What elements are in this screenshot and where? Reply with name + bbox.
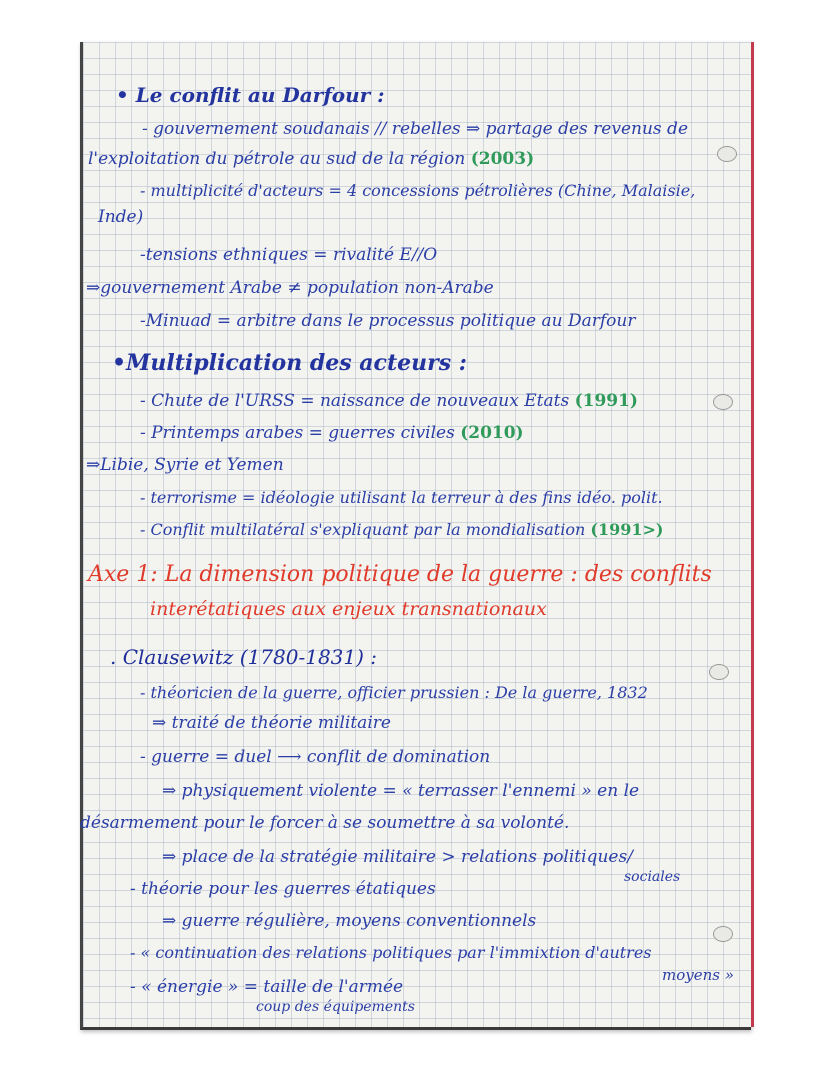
darfour-line-4: Inde) (98, 207, 144, 227)
darfour-line-6: ⇒gouvernement Arabe ≠ population non-Arabe (86, 278, 494, 298)
darfour-year-2003: (2003) (470, 149, 535, 169)
clausewitz-line-5: désarmement pour le forcer à se soumettre à sa volonté. (80, 813, 570, 833)
multiplication-line-1-wrap (140, 390, 638, 412)
clausewitz-line-3: - guerre = duel ⟶ conflit de domination (140, 747, 491, 767)
clausewitz-line-1: - théoricien de la guerre, officier prussien : De la guerre, 1832 (140, 683, 648, 702)
darfour-line-2: l'exploitation du pétrole au sud de la région (88, 149, 466, 169)
clausewitz-line-10: - « énergie » = taille de l'armée (130, 977, 404, 997)
multiplication-line-5-wrap (140, 519, 663, 541)
clausewitz-line-9b: moyens » (662, 966, 734, 984)
multiplication-title: •Multiplication des acteurs : (112, 350, 467, 376)
year-1991: (1991) (574, 391, 638, 411)
clausewitz-line-7: - théorie pour les guerres étatiques (130, 879, 436, 899)
multiplication-line-5: - Conflit multilatéral s'expliquant par la mondialisation (140, 520, 586, 539)
punch-hole (713, 926, 733, 942)
clausewitz-title: . Clausewitz (1780-1831) : (110, 645, 378, 669)
clausewitz-line-2: ⇒ traité de théorie militaire (152, 713, 391, 733)
clausewitz-line-6: ⇒ place de la stratégie militaire > relations politiques/ (162, 847, 633, 867)
multiplication-line-2-wrap (140, 422, 524, 444)
axe1-title-line-2: interétatiques aux enjeux transnationaux (150, 598, 547, 620)
clausewitz-line-9: - « continuation des relations politiques par l'immixtion d'autres (130, 943, 652, 962)
darfour-line-1: - gouvernement soudanais // rebelles ⇒ partage des revenus de (142, 119, 689, 139)
punch-hole (713, 394, 733, 410)
punch-hole (709, 664, 729, 680)
year-2010: (2010) (460, 423, 524, 443)
darfour-title: • Le conflit au Darfour : (116, 83, 385, 107)
clausewitz-line-8: ⇒ guerre régulière, moyens conventionnels (162, 911, 537, 931)
year-1991-plus: (1991>) (590, 520, 664, 539)
axe1-title-line-1: Axe 1: La dimension politique de la guerre : des conflits (88, 562, 712, 587)
multiplication-line-4: - terrorisme = idéologie utilisant la terreur à des fins idéo. polit. (140, 488, 663, 507)
clausewitz-line-6b: sociales (624, 869, 681, 885)
punch-hole (717, 146, 737, 162)
multiplication-line-3: ⇒Libie, Syrie et Yemen (86, 455, 284, 475)
darfour-line-7: -Minuad = arbitre dans le processus politique au Darfour (140, 311, 636, 331)
multiplication-line-2: - Printemps arabes = guerres civiles (140, 423, 455, 443)
multiplication-line-1: - Chute de l'URSS = naissance de nouveaux Etats (140, 391, 570, 411)
darfour-line-2-wrap (88, 148, 534, 170)
darfour-line-5: -tensions ethniques = rivalité E//O (140, 245, 438, 265)
clausewitz-line-4: ⇒ physiquement violente = « terrasser l'ennemi » en le (162, 781, 640, 801)
darfour-line-3: - multiplicité d'acteurs = 4 concessions pétrolières (Chine, Malaisie, (140, 181, 696, 200)
clausewitz-line-10b: coup des équipements (256, 999, 415, 1015)
